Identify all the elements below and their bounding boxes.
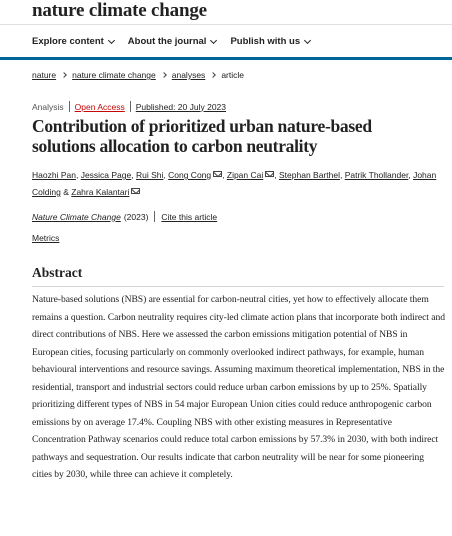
- envelope-icon[interactable]: [131, 188, 140, 194]
- nav-item-label: Publish with us: [230, 36, 301, 47]
- article-title: Contribution of prioritized urban nature-based solutions allocation to carbon neutrality: [32, 116, 372, 156]
- author-link[interactable]: Johan Colding: [32, 170, 437, 197]
- breadcrumb-journal[interactable]: nature climate change: [72, 70, 156, 80]
- open-access-link[interactable]: Open Access: [74, 101, 125, 112]
- breadcrumb: [32, 70, 244, 80]
- abstract-heading: Abstract: [32, 265, 83, 280]
- nav-explore-content[interactable]: [32, 36, 114, 47]
- abstract-divider: [32, 286, 444, 287]
- main-nav: [32, 36, 310, 47]
- breadcrumb-current: article: [221, 70, 244, 80]
- nav-item-label: Explore content: [32, 36, 104, 47]
- author-link[interactable]: Zipan Cai: [226, 170, 264, 180]
- author-list: [32, 167, 437, 201]
- breadcrumb-nature[interactable]: nature: [32, 70, 57, 80]
- divider: [130, 101, 131, 112]
- breadcrumb-analyses[interactable]: analyses: [171, 70, 206, 80]
- author-separator: ,: [339, 170, 345, 180]
- article-meta: [32, 101, 226, 112]
- publication-year: (2023): [123, 211, 149, 222]
- citation-line: [32, 211, 217, 222]
- envelope-icon[interactable]: [265, 171, 274, 177]
- author-link[interactable]: Cong Cong: [168, 170, 212, 180]
- author-link[interactable]: Jessica Page: [80, 170, 132, 180]
- envelope-icon[interactable]: [213, 171, 222, 177]
- author-separator: ,: [163, 170, 169, 180]
- nav-publish-with-us[interactable]: [230, 36, 310, 47]
- abstract-text: Nature-based solutions (NBS) are essential for carbon-neutral cities, yet how to effectively allocate them remains a question. Carbon neutrality requires city-led climate action plans that incorporate both indirect and direct contributions of NBS. Here we assessed the carbon emissions mitigation potential of NBS in European cities, focusing particularly on commonly overlooked indirect pathways, for example, human behavioural interventions and resource savings. Assuming maximum theoretical implementation, NBS in the residential, transport and industrial sectors could reduce urban carbon emissions by up to 25%. Spatially prioritizing different types of NBS in 54 major European Union cities could reduce anthropogenic carbon emissions by on average 17.4%. Coupling NBS with other existing measures in Representative Concentration Pathway scenarios could reduce total carbon emissions by 57.3% in 2030, with both indirect pathways and sequestration. Our results indicate that carbon neutrality will be near for some pioneering cities by 2030, while three can achieve it completely.: [32, 294, 445, 480]
- chevron-down-icon: [210, 36, 217, 43]
- divider: [69, 101, 70, 112]
- chevron-right-icon: [61, 72, 67, 78]
- header-divider: [0, 24, 452, 25]
- author-link[interactable]: Stephan Barthel: [279, 170, 340, 180]
- nav-item-label: About the journal: [127, 36, 207, 47]
- author-separator: ,: [131, 170, 136, 180]
- cite-article-link[interactable]: Cite this article: [161, 211, 218, 222]
- author-link[interactable]: Haozhi Pan: [32, 170, 76, 180]
- journal-logo[interactable]: nature climate change: [32, 0, 207, 21]
- chevron-right-icon: [210, 72, 216, 78]
- published-date[interactable]: Published: 20 July 2023: [135, 101, 227, 112]
- chevron-down-icon: [304, 36, 311, 43]
- journal-link[interactable]: Nature Climate Change: [32, 211, 121, 222]
- nav-about-journal[interactable]: [128, 36, 217, 47]
- divider: [154, 211, 155, 222]
- author-separator: ,: [75, 170, 81, 180]
- author-link[interactable]: Zahra Kalantari: [71, 187, 130, 197]
- author-link[interactable]: Rui Shi: [135, 170, 164, 180]
- author-separator: ,: [222, 170, 227, 180]
- metrics-link[interactable]: Metrics: [32, 233, 60, 243]
- author-separator: ,: [408, 170, 414, 180]
- author-separator: ,: [274, 170, 279, 180]
- chevron-right-icon: [161, 72, 167, 78]
- author-and: &: [63, 187, 69, 197]
- author-link[interactable]: Patrik Thollander: [344, 170, 409, 180]
- accent-bar: [0, 57, 452, 60]
- chevron-down-icon: [108, 36, 115, 43]
- article-type: Analysis: [32, 101, 64, 112]
